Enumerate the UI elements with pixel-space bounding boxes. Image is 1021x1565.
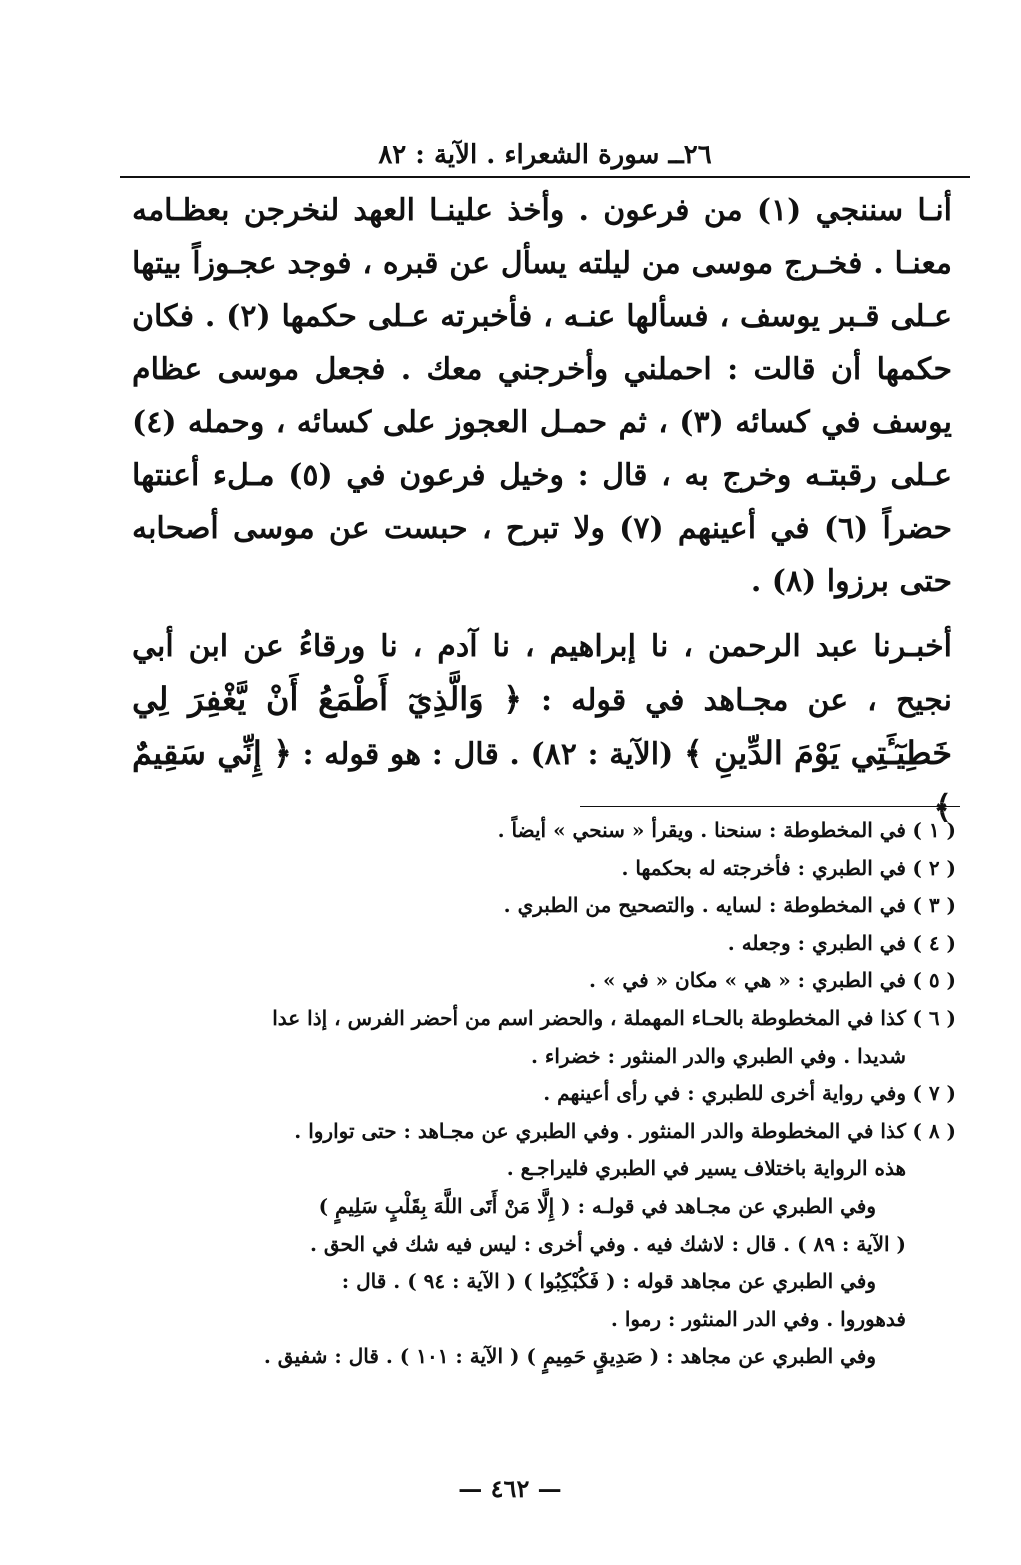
footnote-text [118, 812, 906, 850]
footnote-item [118, 1113, 956, 1188]
footnote-item [118, 962, 956, 1000]
page-number: — ٤٦٢ — [458, 1474, 562, 1503]
footnote-line: في الطبري : « هي » مكان « في » . [589, 968, 906, 993]
footnote-line: كذا في المخطوطة والدر المنثور . وفي الطبري عن مجـاهد : حتى تواروا . [294, 1118, 906, 1143]
extra-note-line: وفي الطبري عن مجاهد : ( صَدِيقٍ حَمِيمٍ ) ( الآية : ١٠١ ) . قال : شفيق . [263, 1344, 876, 1369]
footnotes [118, 812, 956, 1376]
extra-note-line: ( الآية : ٨٩ ) . قال : لاشك فيه . وفي أخرى : ليس فيه شك في الحق . [309, 1231, 906, 1256]
footnote-separator [580, 806, 960, 807]
footnote-line: في الطبري : وجعله . [727, 930, 906, 955]
footnote-line: وفي رواية أخرى للطبري : في رأى أعينهم . [543, 1081, 906, 1106]
footnote-number: ( ٣ ) [912, 893, 956, 918]
footnote-item [118, 887, 956, 925]
footnote-text [118, 1113, 906, 1188]
footnote-number: ( ٤ ) [912, 930, 956, 955]
footnote-item [118, 850, 956, 888]
footnote-line: هذه الرواية باختلاف يسير في الطبري فليراجـع . [506, 1156, 906, 1181]
verse-reference: (الآية : ٨٢) . قال : هو قوله : [302, 737, 674, 772]
paragraph-2 [132, 620, 952, 835]
main-text [132, 184, 952, 835]
extra-note [118, 1338, 906, 1376]
footnote-line: كذا في المخطوطة بالحـاء المهملة ، والحضر اسم من أحضر الفرس ، إذا عدا [272, 1005, 906, 1030]
footnote-number: ( ٢ ) [912, 855, 956, 880]
header-rule [120, 176, 970, 178]
footnote-line: في المخطوطة : لسايه . والتصحيح من الطبري . [503, 893, 906, 918]
footnote-item [118, 925, 956, 963]
quran-verse-2: ﴿ إِنِّي سَقِيمٌ ﴾ [132, 734, 952, 826]
footnote-number: ( ٥ ) [912, 968, 956, 993]
footnote-text [118, 962, 906, 1000]
footnote-number: ( ٧ ) [912, 1081, 956, 1106]
footnote-number: ( ١ ) [912, 818, 956, 842]
footnote-item [118, 1000, 956, 1075]
extra-note-line: وفي الطبري عن مجـاهد في قولـه : ( إِلَّا مَنْ أَتَى اللَّهَ بِقَلْبٍ سَلِيمٍ ) [318, 1193, 876, 1218]
quran-verse-1: ﴿ وَالَّذِيٓ أَطْمَعُ أَنْ يَّغْفِرَ لِي خَطِيٓـَٔتِي يَوْمَ الدِّينِ ﴾ [132, 680, 953, 772]
footnote-line: في الطبري : فأخرجته له بحكمها . [621, 855, 906, 880]
running-header: ٢٦ــ سورة الشعراء . الآية : ٨٢ [378, 140, 712, 170]
extra-note [118, 1263, 906, 1338]
footnote-text [118, 925, 906, 963]
footnote-number: ( ٨ ) [912, 1118, 956, 1143]
paragraph-1: أنـا سننجي (١) من فرعون . وأخذ علينـا العهد لنخرجن بعظـامه معنـا . فخـرج موسى من ليلته يسأل عن قبره ، فوجد عجـوزاً بيتها عـلى قـبر يوسف ، فسألها عنـه ، فأخبرته عـلى حكمها (٢) . فكان حكمها أن قالت : احملني وأخرجني معك . فجعل موسى عظام يوسف في كسائه (٣) ، ثم حمـل العجوز على كسائه ، وحمله (٤) عـلى رقبتـه وخرج به ، قال : وخيل فرعون في (٥) مـلء أعنتها حضراً (٦) في أعينهم (٧) ولا تبرح ، حبست عن موسى أصحابه حتى برزوا (٨) . [132, 193, 953, 599]
footnote-text [118, 1075, 906, 1113]
footnote-item [118, 812, 956, 850]
isnad-text: أخبـرنا عبد الرحمن ، نا إبراهيم ، نا آدم ، نا ورقاءُ عن ابن أبي نجيح ، عن مجـاهد في قوله : [132, 629, 952, 718]
footnote-line: في المخطوطة : سنحنا . ويقرأ « سنحي » أيضاً . [497, 818, 906, 842]
extra-note-line: وفي الطبري عن مجاهد قوله : ( فَكُبْكِبُوا ) ( الآية : ٩٤ ) . قال : [341, 1269, 876, 1294]
extra-note-line: فدهوروا . وفي الدر المنثور : رموا . [610, 1306, 906, 1331]
footnote-text [118, 1000, 906, 1075]
footnote-item [118, 1075, 956, 1113]
footnote-list [118, 812, 956, 1188]
extra-note [118, 1188, 906, 1263]
footnote-text [118, 850, 906, 888]
extra-notes [118, 1188, 956, 1376]
footnote-number: ( ٦ ) [912, 1005, 956, 1030]
footnote-line: شديدا . وفي الطبري والدر المنثور : خضراء . [531, 1043, 906, 1068]
footnote-text [118, 887, 906, 925]
